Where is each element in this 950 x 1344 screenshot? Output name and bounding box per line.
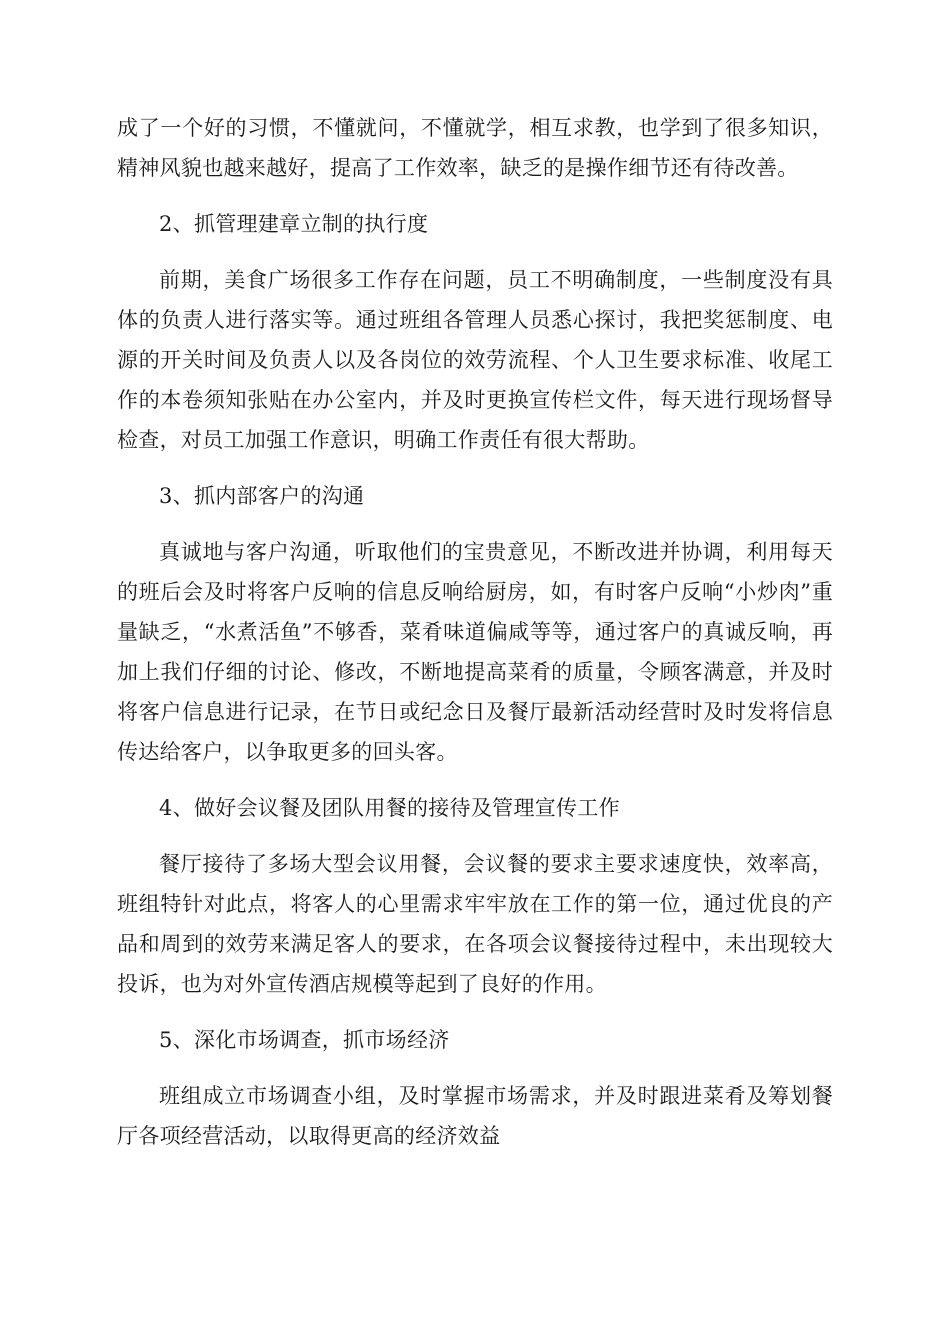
section-heading-2: 2、抓管理建章立制的执行度 — [159, 212, 429, 236]
body-paragraph-1: 成了一个好的习惯，不懂就问，不懂就学，相互求教，也学到了很多知识，精神风貌也越来越好，提高了工作效率，缺乏的是操作细节还有待改善。 — [117, 116, 833, 180]
section-heading-3: 3、抓内部客户的沟通 — [159, 484, 365, 508]
body-paragraph-2: 前期，美食广场很多工作存在问题，员工不明确制度，一些制度没有具体的负责人进行落实等。通过班组各管理人员悉心探讨，我把奖惩制度、电源的开关时间及负责人以及各岗位的效劳流程、个人卫生要求标准、收尾工作的本卷须知张贴在办公室内，并及时更换宣传栏文件，每天进行现场督导检查，对员工加强工作意识，明确工作责任有很大帮助。 — [117, 268, 833, 452]
section-heading-5: 5、深化市场调查，抓市场经济 — [159, 1028, 450, 1052]
document-body — [117, 108, 833, 1172]
section-heading-4: 4、做好会议餐及团队用餐的接待及管理宣传工作 — [159, 796, 620, 820]
body-paragraph-4: 餐厅接待了多场大型会议用餐，会议餐的要求主要求速度快，效率高，班组特针对此点，将客人的心里需求牢牢放在工作的第一位，通过优良的产品和周到的效劳来满足客人的要求，在各项会议餐接待过程中，未出现较大投诉，也为对外宣传酒店规模等起到了良好的作用。 — [117, 852, 833, 996]
body-paragraph-3: 真诚地与客户沟通，听取他们的宝贵意见，不断改进并协调，利用每天的班后会及时将客户反响的信息反响给厨房，如，有时客户反响“小炒肉”重量缺乏，“水煮活鱼”不够香，菜肴味道偏咸等等，通过客户的真诚反响，再加上我们仔细的讨论、修改，不断地提高菜肴的质量，令顾客满意，并及时将客户信息进行记录，在节日或纪念日及餐厅最新活动经营时及时发将信息传达给客户，以争取更多的回头客。 — [117, 540, 833, 764]
body-paragraph-5: 班组成立市场调查小组，及时掌握市场需求，并及时跟进菜肴及筹划餐厅各项经营活动，以取得更高的经济效益 — [117, 1084, 833, 1148]
